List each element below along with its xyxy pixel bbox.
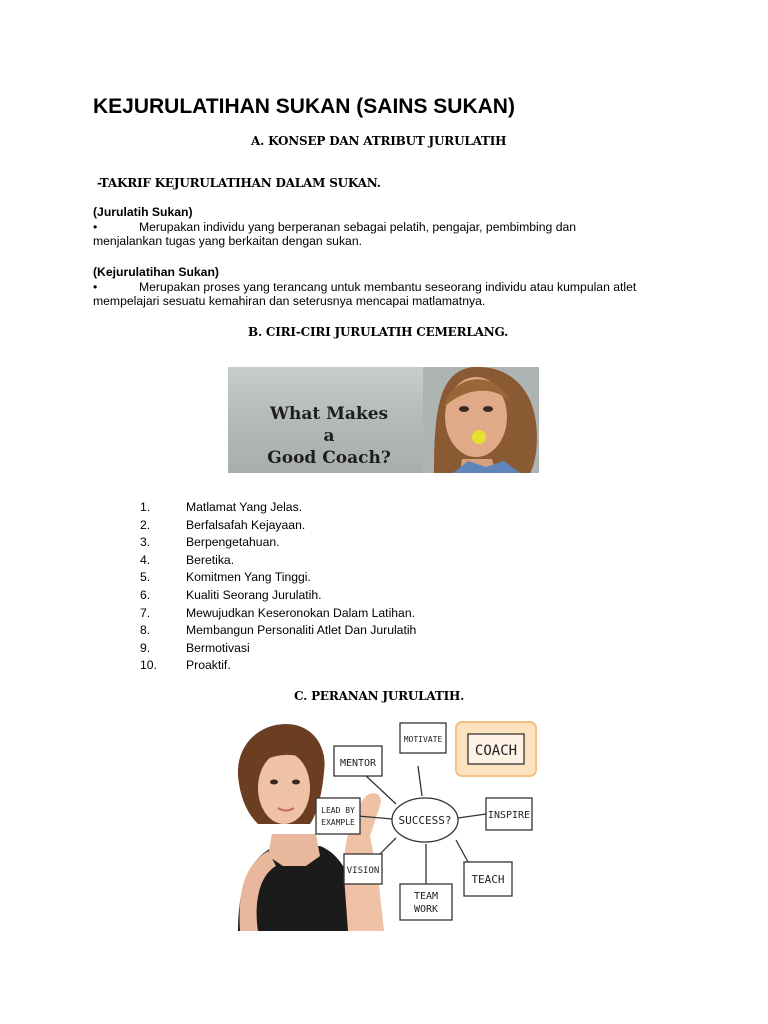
lead-label: EXAMPLE xyxy=(321,818,355,827)
list-item xyxy=(140,657,416,675)
list-text: Mewujudkan Keseronokan Dalam Latihan. xyxy=(186,605,415,620)
list-text: Matlamat Yang Jelas. xyxy=(186,500,303,514)
list-number: 4. xyxy=(140,552,151,567)
list-number: 8. xyxy=(140,623,151,638)
list-item xyxy=(140,569,416,587)
list-text: Berfalsafah Kejayaan. xyxy=(186,517,306,532)
coach-box xyxy=(456,722,536,776)
lead-label: LEAD BY xyxy=(321,806,355,815)
bullet-icon: • xyxy=(93,219,98,234)
teach-box xyxy=(464,862,512,896)
list-item xyxy=(140,622,416,640)
list-item xyxy=(140,605,416,623)
teach-label: TEACH xyxy=(471,873,505,886)
list-text: Proaktif. xyxy=(186,658,231,673)
list-item xyxy=(140,587,416,605)
banner-line: Good Coach? xyxy=(267,448,391,468)
list-text: Bermotivasi xyxy=(186,640,250,655)
list-item xyxy=(140,534,416,552)
success-label: SUCCESS? xyxy=(398,814,452,827)
list-number: 2. xyxy=(140,517,151,532)
coach-woman-photo xyxy=(228,367,539,473)
mentor-label: MENTOR xyxy=(339,758,377,769)
definition-jurulatih xyxy=(93,205,576,249)
success-node xyxy=(392,798,458,842)
list-text: Berpengetahuan. xyxy=(186,535,280,550)
motivate-box xyxy=(400,723,446,753)
definition-line xyxy=(93,280,636,295)
list-number: 3. xyxy=(140,535,151,550)
list-item xyxy=(140,552,416,570)
mentor-box xyxy=(334,746,382,776)
list-number: 7. xyxy=(140,605,151,620)
characteristics-list xyxy=(140,499,416,675)
list-number: 9. xyxy=(140,640,151,655)
connector-line xyxy=(378,838,396,856)
takrif-heading: -TAKRIF KEJURULATIHAN DALAM SUKAN. xyxy=(97,176,381,190)
list-text: Membangun Personaliti Atlet Dan Jurulatih xyxy=(186,623,417,638)
list-text: Komitmen Yang Tinggi. xyxy=(186,570,311,585)
definition-kejurulatihan xyxy=(93,265,636,309)
list-text: Kualiti Seorang Jurulatih. xyxy=(186,587,322,602)
list-item xyxy=(140,499,416,517)
definition-line xyxy=(93,220,576,235)
team-label: TEAM xyxy=(413,891,439,902)
lead-by-example-box xyxy=(316,798,360,834)
vision-label: VISION xyxy=(346,866,380,876)
definition-text: Merupakan proses yang terancang untuk membantu seseorang individu atau kumpulan atlet xyxy=(139,279,637,294)
definition-label: (Kejurulatihan Sukan) xyxy=(93,265,219,279)
inspire-box xyxy=(486,798,532,830)
definition-text: mempelajari sesuatu kemahiran dan seterusnya mencapai matlamatnya. xyxy=(93,294,486,308)
definition-label: (Jurulatih Sukan) xyxy=(93,205,193,219)
list-item xyxy=(140,517,416,535)
motivate-label: MOTIVATE xyxy=(403,735,443,744)
section-c-heading: C. PERANAN JURULATIH. xyxy=(294,689,465,703)
connector-line xyxy=(418,766,422,796)
list-number: 5. xyxy=(140,570,151,585)
list-text: Beretika. xyxy=(186,552,235,567)
banner-line: What Makes a xyxy=(269,404,389,446)
list-number: 10. xyxy=(140,658,157,673)
good-coach-banner-image xyxy=(228,367,539,473)
list-number: 1. xyxy=(140,500,151,514)
coach-roles-diagram xyxy=(228,716,543,931)
section-a-heading: A. KONSEP DAN ATRIBUT JURULATIH xyxy=(251,134,507,148)
definition-text: menjalankan tugas yang berkaitan dengan sukan. xyxy=(93,234,362,248)
connector-line xyxy=(456,840,468,862)
section-b-heading: B. CIRI-CIRI JURULATIH CEMERLANG. xyxy=(248,325,509,339)
page-title: KEJURULATIHAN SUKAN (SAINS SUKAN) xyxy=(93,95,515,118)
team-label: WORK xyxy=(413,904,439,915)
list-item xyxy=(140,640,416,658)
vision-box xyxy=(344,854,382,884)
coach-label: COACH xyxy=(474,743,518,759)
list-number: 6. xyxy=(140,587,151,602)
bullet-icon: • xyxy=(93,279,98,294)
inspire-label: INSPIRE xyxy=(487,810,531,821)
definition-text: Merupakan individu yang berperanan sebagai pelatih, pengajar, pembimbing dan xyxy=(139,219,577,234)
connector-line xyxy=(458,814,486,818)
team-work-box xyxy=(400,884,452,920)
